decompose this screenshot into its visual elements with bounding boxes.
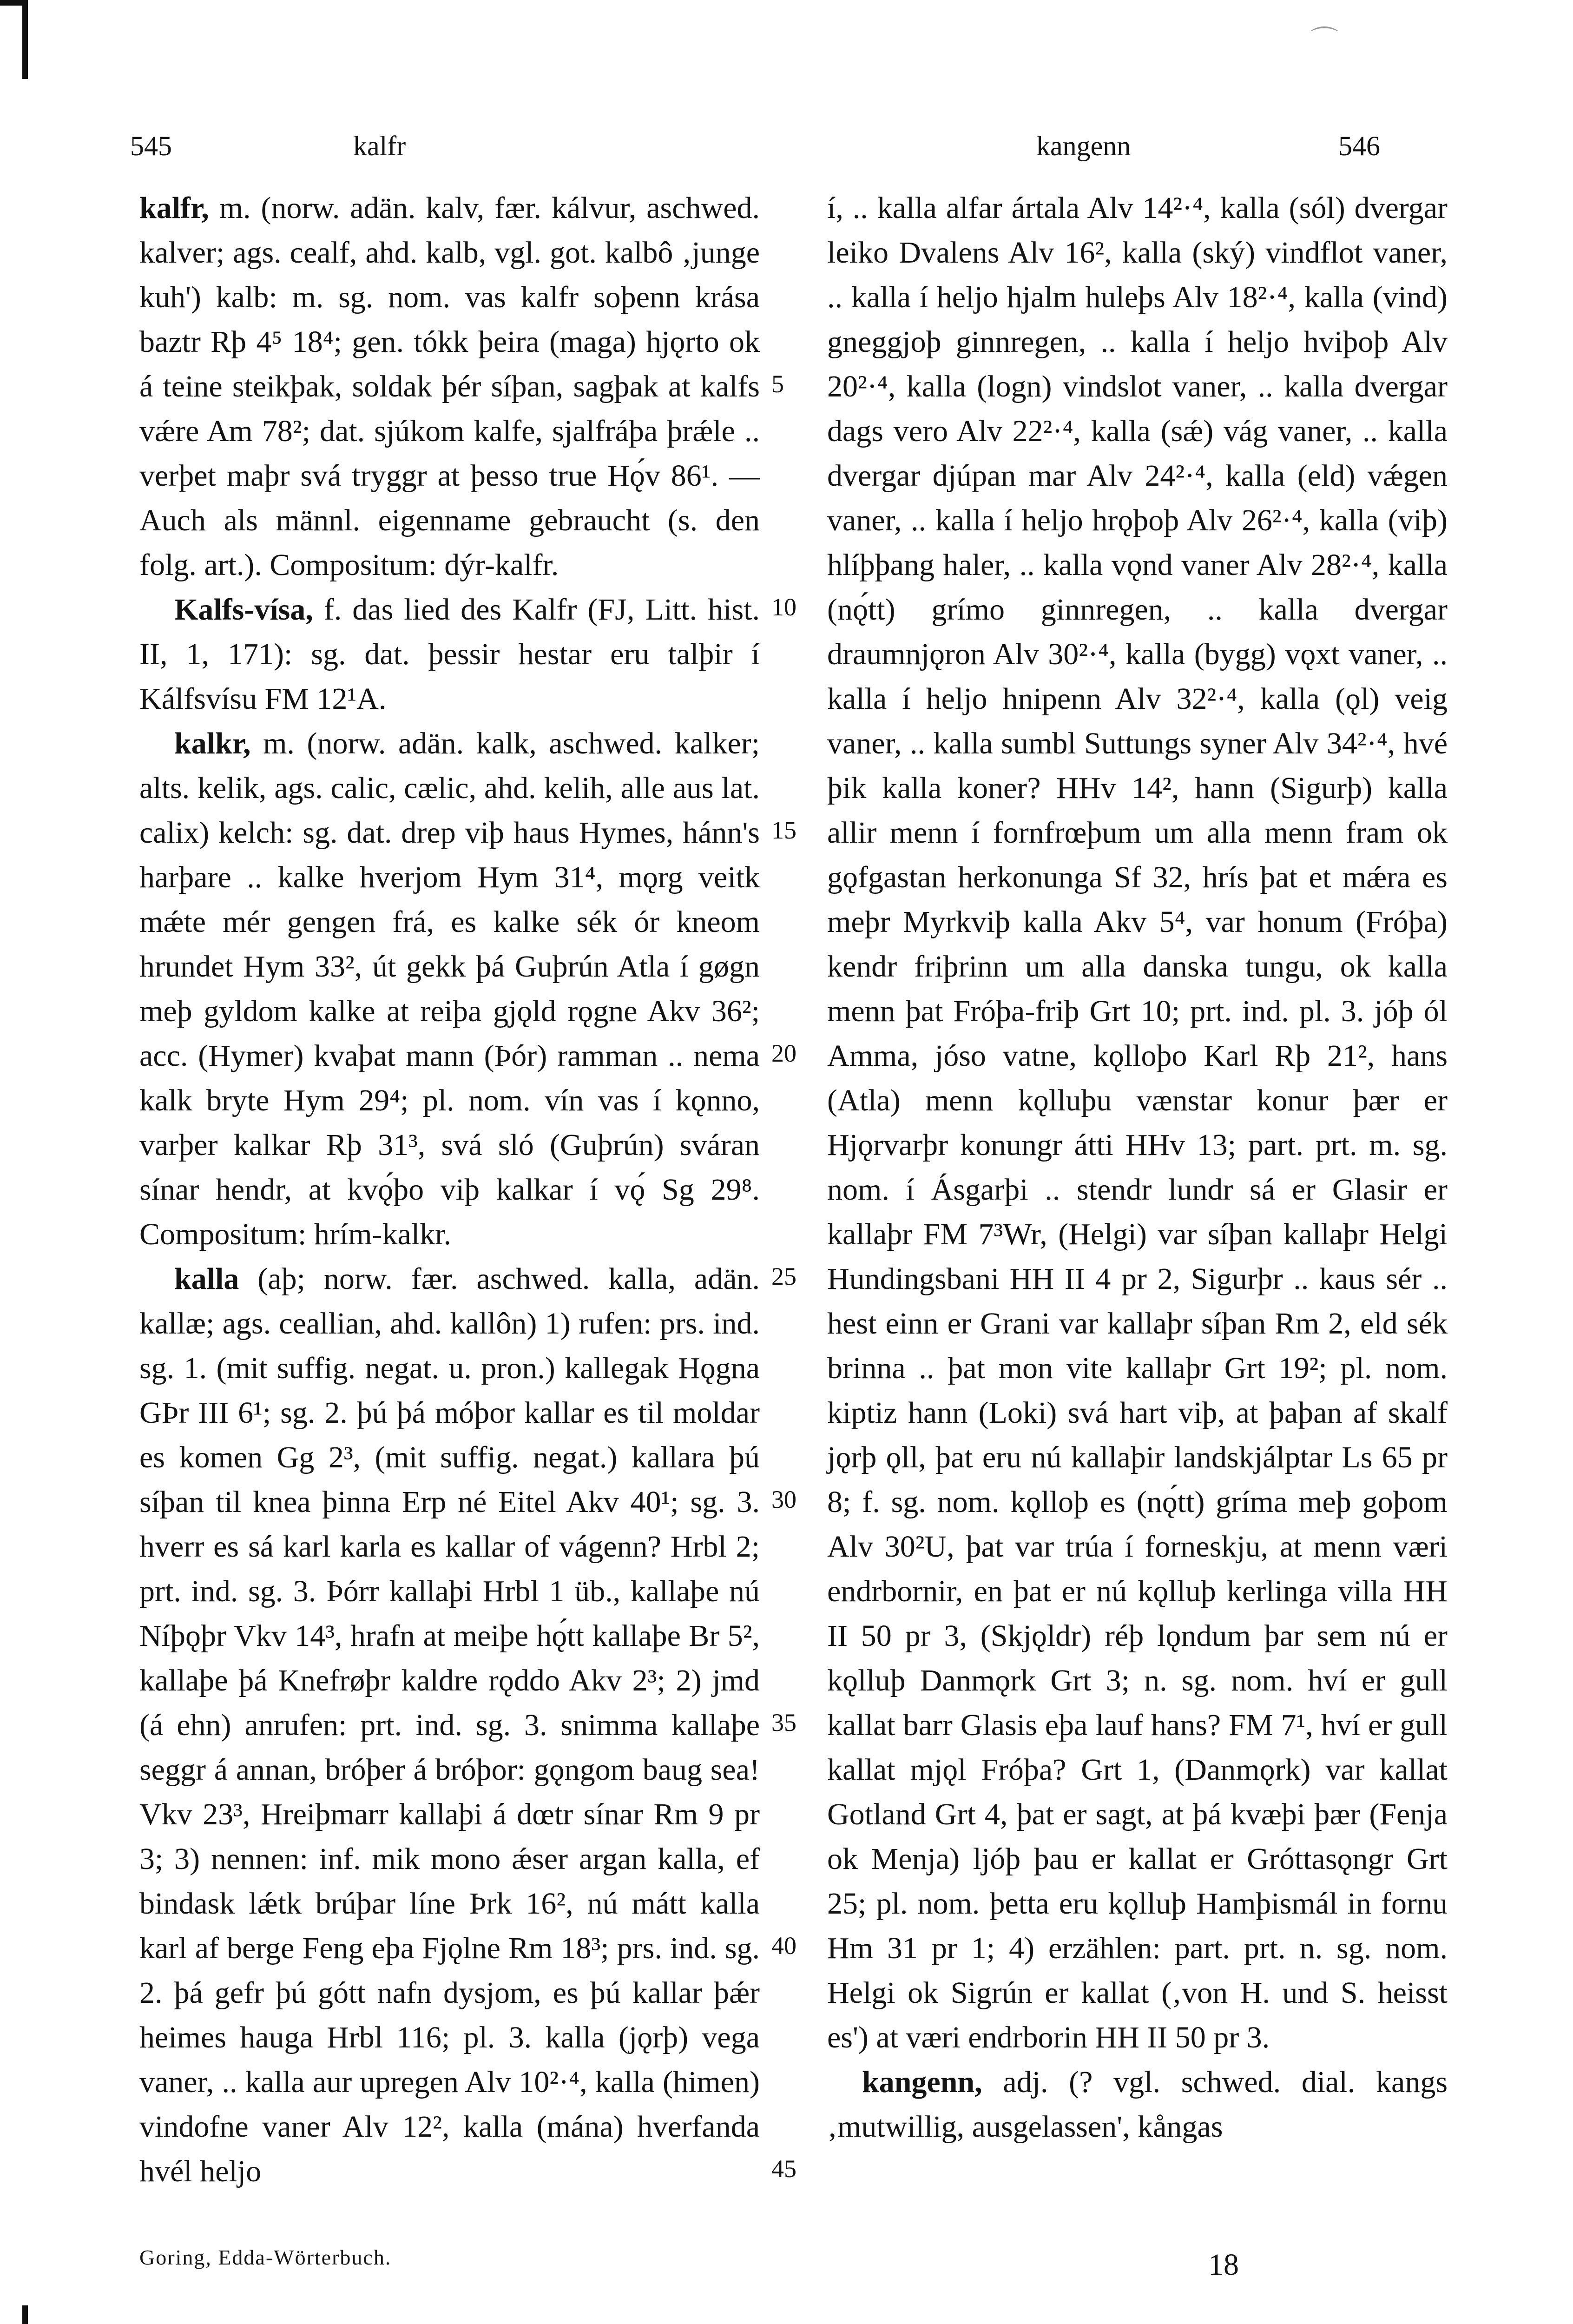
header-word-right: kangenn (1036, 131, 1131, 161)
entry (139, 1257, 760, 2194)
entry-text: í, .. kalla alfar ártala Alv 14²·⁴, kalla (sól) dvergar leiko Dvalens Alv 16², kalla (ský) vindflot vaner, .. kalla í heljo hjalm huleþs Alv 18²·⁴, kalla (vind) gneggjoþ ginnregen, .. kalla í heljo hviþoþ Alv 20²·⁴, kalla (logn) vindslot vaner, .. kalla dvergar dags vero Alv 22²·⁴, kalla (sǽ) vág vaner, .. kalla dvergar djúpan mar Alv 24²·⁴, kalla (eld) vǽgen vaner, .. kalla í heljo hrǫþoþ Alv 26²·⁴, kalla (viþ) hlíþþang haler, .. kalla vǫnd vaner Alv 28²·⁴, kalla (nǫ́tt) grímo ginnregen, .. kalla dvergar draumnjǫron Alv 30²·⁴, kalla (bygg) vǫxt vaner, .. kalla í heljo hnipenn Alv 32²·⁴, kalla (ǫl) veig vaner, .. kalla sumbl Suttungs syner Alv 34²·⁴, hvé þik kalla koner? HHv 14², hann (Sigurþ) kalla allir menn í fornfrœþum um alla menn fram ok gǫfgastan herkonunga Sf 32, hrís þat et mǽra es meþr Myrkviþ kalla Akv 5⁴, var honum (Fróþa) kendr friþrinn um alla danska tungu, ok kalla menn þat Fróþa-friþ Grt 10; prt. ind. pl. 3. jóþ ól Amma, jóso vatne, kǫlloþo Karl Rþ 21², hans (Atla) menn kǫlluþu vænstar konur þær er Hjǫrvarþr konungr átti HHv 13; part. prt. m. sg. nom. í Ásgarþi .. stendr lundr sá er Glasir er kallaþr FM 7³Wr, (Helgi) var síþan kallaþr Helgi Hundingsbani HH II 4 pr 2, Sigurþr .. kaus sér .. hest einn er Grani var kallaþr síþan Rm 2, eld sék brinna .. þat mon vite kallaþr Grt 19²; pl. nom. kiptiz hann (Loki) svá hart viþ, at þaþan af skalf jǫrþ ǫll, þat eru nú kallaþir landskjálptar Ls 65 pr 8; f. sg. nom. kǫlloþ es (nǫ́tt) gríma meþ goþom Alv 30²U, þat var trúa í forneskju, at menn væri endrbornir, en þat er nú kǫlluþ kerlinga villa HH II 50 pr 3, (Skjǫldr) réþ lǫndum þar sem nú er kǫlluþ Danmǫrk Grt 3; n. sg. nom. hví er gull kallat barr Glasis eþa lauf hans? FM 7¹, hví er gull kallat mjǫl Fróþa? Grt 1, (Danmǫrk) var kallat Gotland Grt 4, þat er sagt, at þá kvæþi þær (Fenja ok Menja) ljóþ þau er kallat er Gróttasǫngr Grt 25; pl. nom. þetta eru kǫlluþ Hamþismál in fornu Hm 31 pr 1; 4) erzählen: part. prt. n. sg. nom. Helgi ok Sigrún er kallat (‚von H. und S. heisst es') at væri endrborin HH II 50 pr 3. (827, 191, 1448, 2054)
line-number: 30 (771, 1486, 796, 1513)
line-number: 25 (771, 1262, 796, 1290)
page-number-left: 545 (130, 131, 172, 161)
page-number-right: 546 (1338, 131, 1380, 161)
entry (139, 186, 760, 588)
headword: kalfr, (139, 191, 209, 225)
entry (139, 588, 760, 721)
signature-mark: 18 (1208, 2248, 1239, 2282)
line-number: 35 (771, 1709, 796, 1736)
headword: kalkr, (174, 726, 251, 760)
line-number: 15 (771, 816, 796, 844)
entry-text: (aþ; norw. fær. aschwed. kalla, adän. kallæ; ags. ceallian, ahd. kallôn) 1) rufen: prs. ind. sg. 1. (mit suffig. negat. u. pron.) kallegak Hǫgna GÞr III 6¹; sg. 2. þú þá móþor kallar es til moldar es komen Gg 2³, (mit suffig. negat.) kallara þú síþan til knea þinna Erp né Eitel Akv 40¹; sg. 3. hverr es sá karl karla es kallar of vágenn? Hrbl 2; prt. ind. sg. 3. Þórr kallaþi Hrbl 1 üb., kallaþe nú Níþǫþr Vkv 14³, hrafn at meiþe hǫ́tt kallaþe Br 5², kallaþe þá Knefrøþr kaldre rǫddo Akv 2³; 2) jmd (á ehn) anrufen: prt. ind. sg. 3. snimma kallaþe seggr á annan, bróþer á bróþor: gǫngom baug sea! Vkv 23³, Hreiþmarr kallaþi á dœtr sínar Rm 9 pr 3; 3) nennen: inf. mik mono ǽser argan kalla, ef bindask lǽtk brúþar líne Þrk 16², nú mátt kalla karl af berge Feng eþa Fjǫlne Rm 18³; prs. ind. sg. 2. þá gefr þú gótt nafn dysjom, es þú kallar þǽr heimes hauga Hrbl 116; pl. 3. kalla (jǫrþ) vega vaner, .. kalla aur upregen Alv 10²·⁴, kalla (himen) vindofne vaner Alv 12², kalla (mána) hverfanda hvél heljo (139, 1262, 760, 2188)
scan-speck: ⌒ (1310, 25, 1338, 57)
right-column (827, 186, 1448, 2149)
entry-text: m. (norw. adän. kalv, fær. kálvur, aschwed. kalver; ags. cealf, ahd. kalb, vgl. got. kalbô ‚junge kuh') kalb: m. sg. nom. vas kalfr soþenn krása baztr Rþ 4⁵ 18⁴; gen. tókk þeira (maga) hjǫrto ok á teine steikþak, soldak þér síþan, sagþak at kalfs vǽre Am 78²; dat. sjúkom kalfe, sjalfráþa þrǽle .. verþet maþr svá tryggr at þesso true Hǫ́v 86¹. — Auch als männl. eigenname gebraucht (s. den folg. art.). Compositum: dýr-kalfr. (139, 191, 760, 582)
entry-text: adj. (? vgl. schwed. dial. kangs ‚mutwillig, ausgelassen', kångas (827, 2065, 1448, 2144)
scan-corner-top-side (22, 0, 28, 79)
line-number: 40 (771, 1932, 796, 1960)
entry (827, 186, 1448, 2060)
entry-text: m. (norw. adän. kalk, aschwed. kalker; alts. kelik, ags. calic, cælic, ahd. kelih, alle aus lat. calix) kelch: sg. dat. drep viþ haus Hymes, hánn's harþare .. kalke hverjom Hym 31⁴, mǫrg veitk mǽte mér gengen frá, es kalke sék ór kneom hrundet Hym 33², út gekk þá Guþrún Atla í gøgn meþ gyldom kalke at reiþa gjǫld rǫgne Akv 36²; acc. (Hymer) kvaþat mann (Þór) ramman .. nema kalk bryte Hym 29⁴; pl. nom. vín vas í kǫnno, varþer kalkar Rþ 31³, svá sló (Guþrún) sváran sínar hendr, at kvǫ́þo viþ kalkar í vǫ́ Sg 29⁸. Compositum: hrím-kalkr. (139, 726, 760, 1251)
entry-text: f. das lied des Kalfr (FJ, Litt. hist. II, 1, 171): sg. dat. þessir hestar eru talþir í Kálfsvísu FM 12¹A. (139, 593, 760, 716)
scan-corner-bottom-side (22, 2305, 28, 2324)
left-column (139, 186, 760, 2194)
line-number: 10 (771, 593, 796, 621)
line-number: 20 (771, 1039, 796, 1067)
headword: kalla (174, 1262, 239, 1296)
headword: Kalfs-vísa, (174, 593, 313, 627)
line-number: 45 (771, 2155, 796, 2183)
line-number: 5 (771, 370, 784, 398)
entry (827, 2060, 1448, 2149)
headword: kangenn, (862, 2065, 982, 2099)
header-word-left: kalfr (353, 131, 406, 161)
entry (139, 721, 760, 1257)
publisher-footer: Goring, Edda-Wörterbuch. (139, 2245, 392, 2269)
